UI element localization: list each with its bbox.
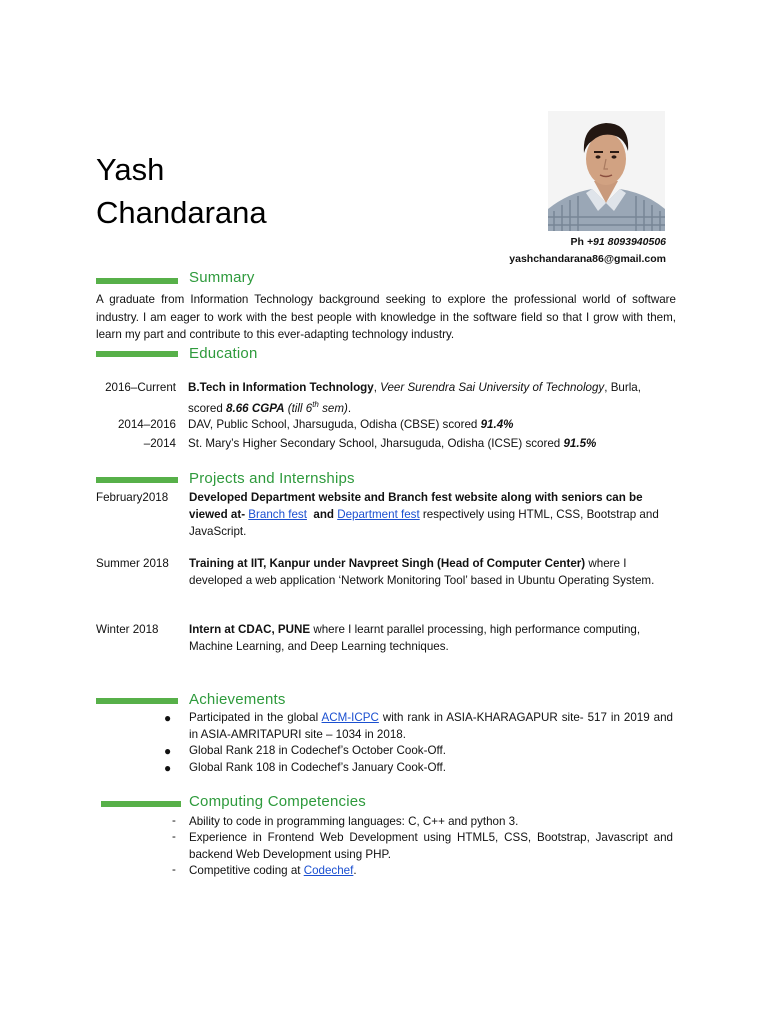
cgpa-note: (till 6	[287, 401, 313, 415]
dash-bullet-icon: -	[172, 814, 176, 827]
branch-fest-link[interactable]: Branch fest	[248, 508, 307, 521]
email-address: yashchandarana86@gmail.com	[509, 253, 666, 265]
bullet-icon: ●	[164, 711, 172, 725]
summary-text: A graduate from Information Technology background seeking to explore the professional world of software industry. I am eager to work with the best people with knowledge in the software field so that I grow with them, learn my part and contribute to this ever-adapting technology industry.	[96, 293, 676, 341]
phone-label: Ph	[570, 236, 584, 248]
education-accent-bar	[96, 351, 178, 357]
education-date: 2014–2016	[117, 418, 176, 431]
education-heading: Education	[189, 345, 258, 362]
cgpa: 8.66 CGPA	[226, 401, 285, 415]
phone-number: +91 8093940506	[586, 236, 666, 248]
department-fest-link[interactable]: Department fest	[337, 508, 420, 521]
competencies-accent-bar	[101, 801, 181, 807]
institution: Veer Surendra Sai University of Technology	[380, 381, 605, 394]
project-title: Intern at CDAC, PUNE	[189, 623, 311, 636]
first-name: Yash	[96, 152, 165, 187]
education-date: 2016–Current	[105, 381, 176, 394]
acm-icpc-link[interactable]: ACM-ICPC	[321, 711, 379, 724]
projects-accent-bar	[96, 477, 178, 483]
education-location: Burla, scored	[188, 381, 641, 415]
education-detail	[188, 416, 673, 433]
school-score: 91.5%	[563, 437, 597, 450]
profile-photo	[548, 111, 665, 231]
project-description	[189, 621, 674, 655]
dash-bullet-icon: -	[172, 863, 176, 876]
competency-text-end: .	[353, 864, 357, 877]
project-text: Developed Department website and Branch fest website along with seniors can be viewed at-	[189, 491, 643, 521]
school-text: St. Mary’s Higher Secondary School, Jharsuguda, Odisha (ICSE) scored	[188, 437, 561, 450]
achievement-item: Global Rank 108 in Codechef’s January Cook-Off.	[189, 761, 446, 774]
education-row	[96, 435, 676, 452]
phone-line	[571, 236, 666, 248]
cgpa-note-end: sem)	[318, 401, 348, 415]
summary-heading: Summary	[189, 269, 255, 286]
competency-item	[189, 863, 673, 880]
project-description	[189, 489, 674, 540]
competency-text: Competitive coding at	[189, 864, 304, 877]
bullet-icon: ●	[164, 744, 172, 758]
achievement-text: Participated in the global	[189, 711, 322, 724]
achievements-heading: Achievements	[189, 691, 286, 708]
bullet-icon: ●	[164, 761, 172, 775]
project-date: Summer 2018	[96, 557, 169, 570]
last-name: Chandarana	[96, 195, 267, 230]
education-row	[96, 416, 676, 433]
competency-item: Ability to code in programming languages: C, C++ and python 3.	[189, 815, 519, 828]
project-text: where I learnt parallel processing, high performance computing, Machine Learning, and Deep Learning techniques.	[189, 623, 641, 653]
project-text: where I developed a web application ‘Network Monitoring Tool’ based in Ubuntu Operating System.	[189, 557, 655, 587]
dash-bullet-icon: -	[172, 830, 176, 843]
achievements-accent-bar	[96, 698, 178, 704]
school-text: DAV, Public School, Jharsuguda, Odisha (CBSE) scored	[188, 418, 478, 431]
project-description	[189, 555, 674, 589]
competency-item: Experience in Frontend Web Development using HTML5, CSS, Bootstrap, Javascript and backend Web Development using PHP.	[189, 831, 673, 861]
project-date: Winter 2018	[96, 623, 159, 636]
education-detail	[188, 435, 673, 452]
education-detail: B.Tech in Information Technology, Veer Surendra Sai University of Technology, Burla, scored 8.66 CGPA (till 6th sem).	[188, 381, 641, 415]
education-date: –2014	[143, 437, 176, 450]
projects-heading: Projects and Internships	[189, 470, 355, 487]
school-score: 91.4%	[480, 418, 514, 431]
cgpa-note-sup: th	[312, 400, 319, 409]
achievement-item: Global Rank 218 in Codechef’s October Cook-Off.	[189, 744, 446, 757]
project-title: Training at IIT, Kanpur under Navpreet Singh (Head of Computer Center)	[189, 557, 586, 570]
project-date: February2018	[96, 491, 169, 504]
achievement-item	[189, 710, 673, 743]
education-row	[96, 379, 676, 415]
codechef-link[interactable]: Codechef	[303, 864, 354, 877]
project-text-mid: and	[306, 508, 338, 521]
degree: B.Tech in Information Technology	[188, 381, 374, 394]
competencies-heading: Computing Competencies	[189, 793, 366, 810]
project-text-end: respectively using HTML, CSS, Bootstrap and JavaScript.	[189, 508, 659, 538]
summary-accent-bar	[96, 278, 178, 284]
achievement-text-end: with rank in ASIA-KHARAGAPUR site- 517 in 2019 and in ASIA-AMRITAPURI site – 1034 in 2018.	[189, 711, 673, 741]
